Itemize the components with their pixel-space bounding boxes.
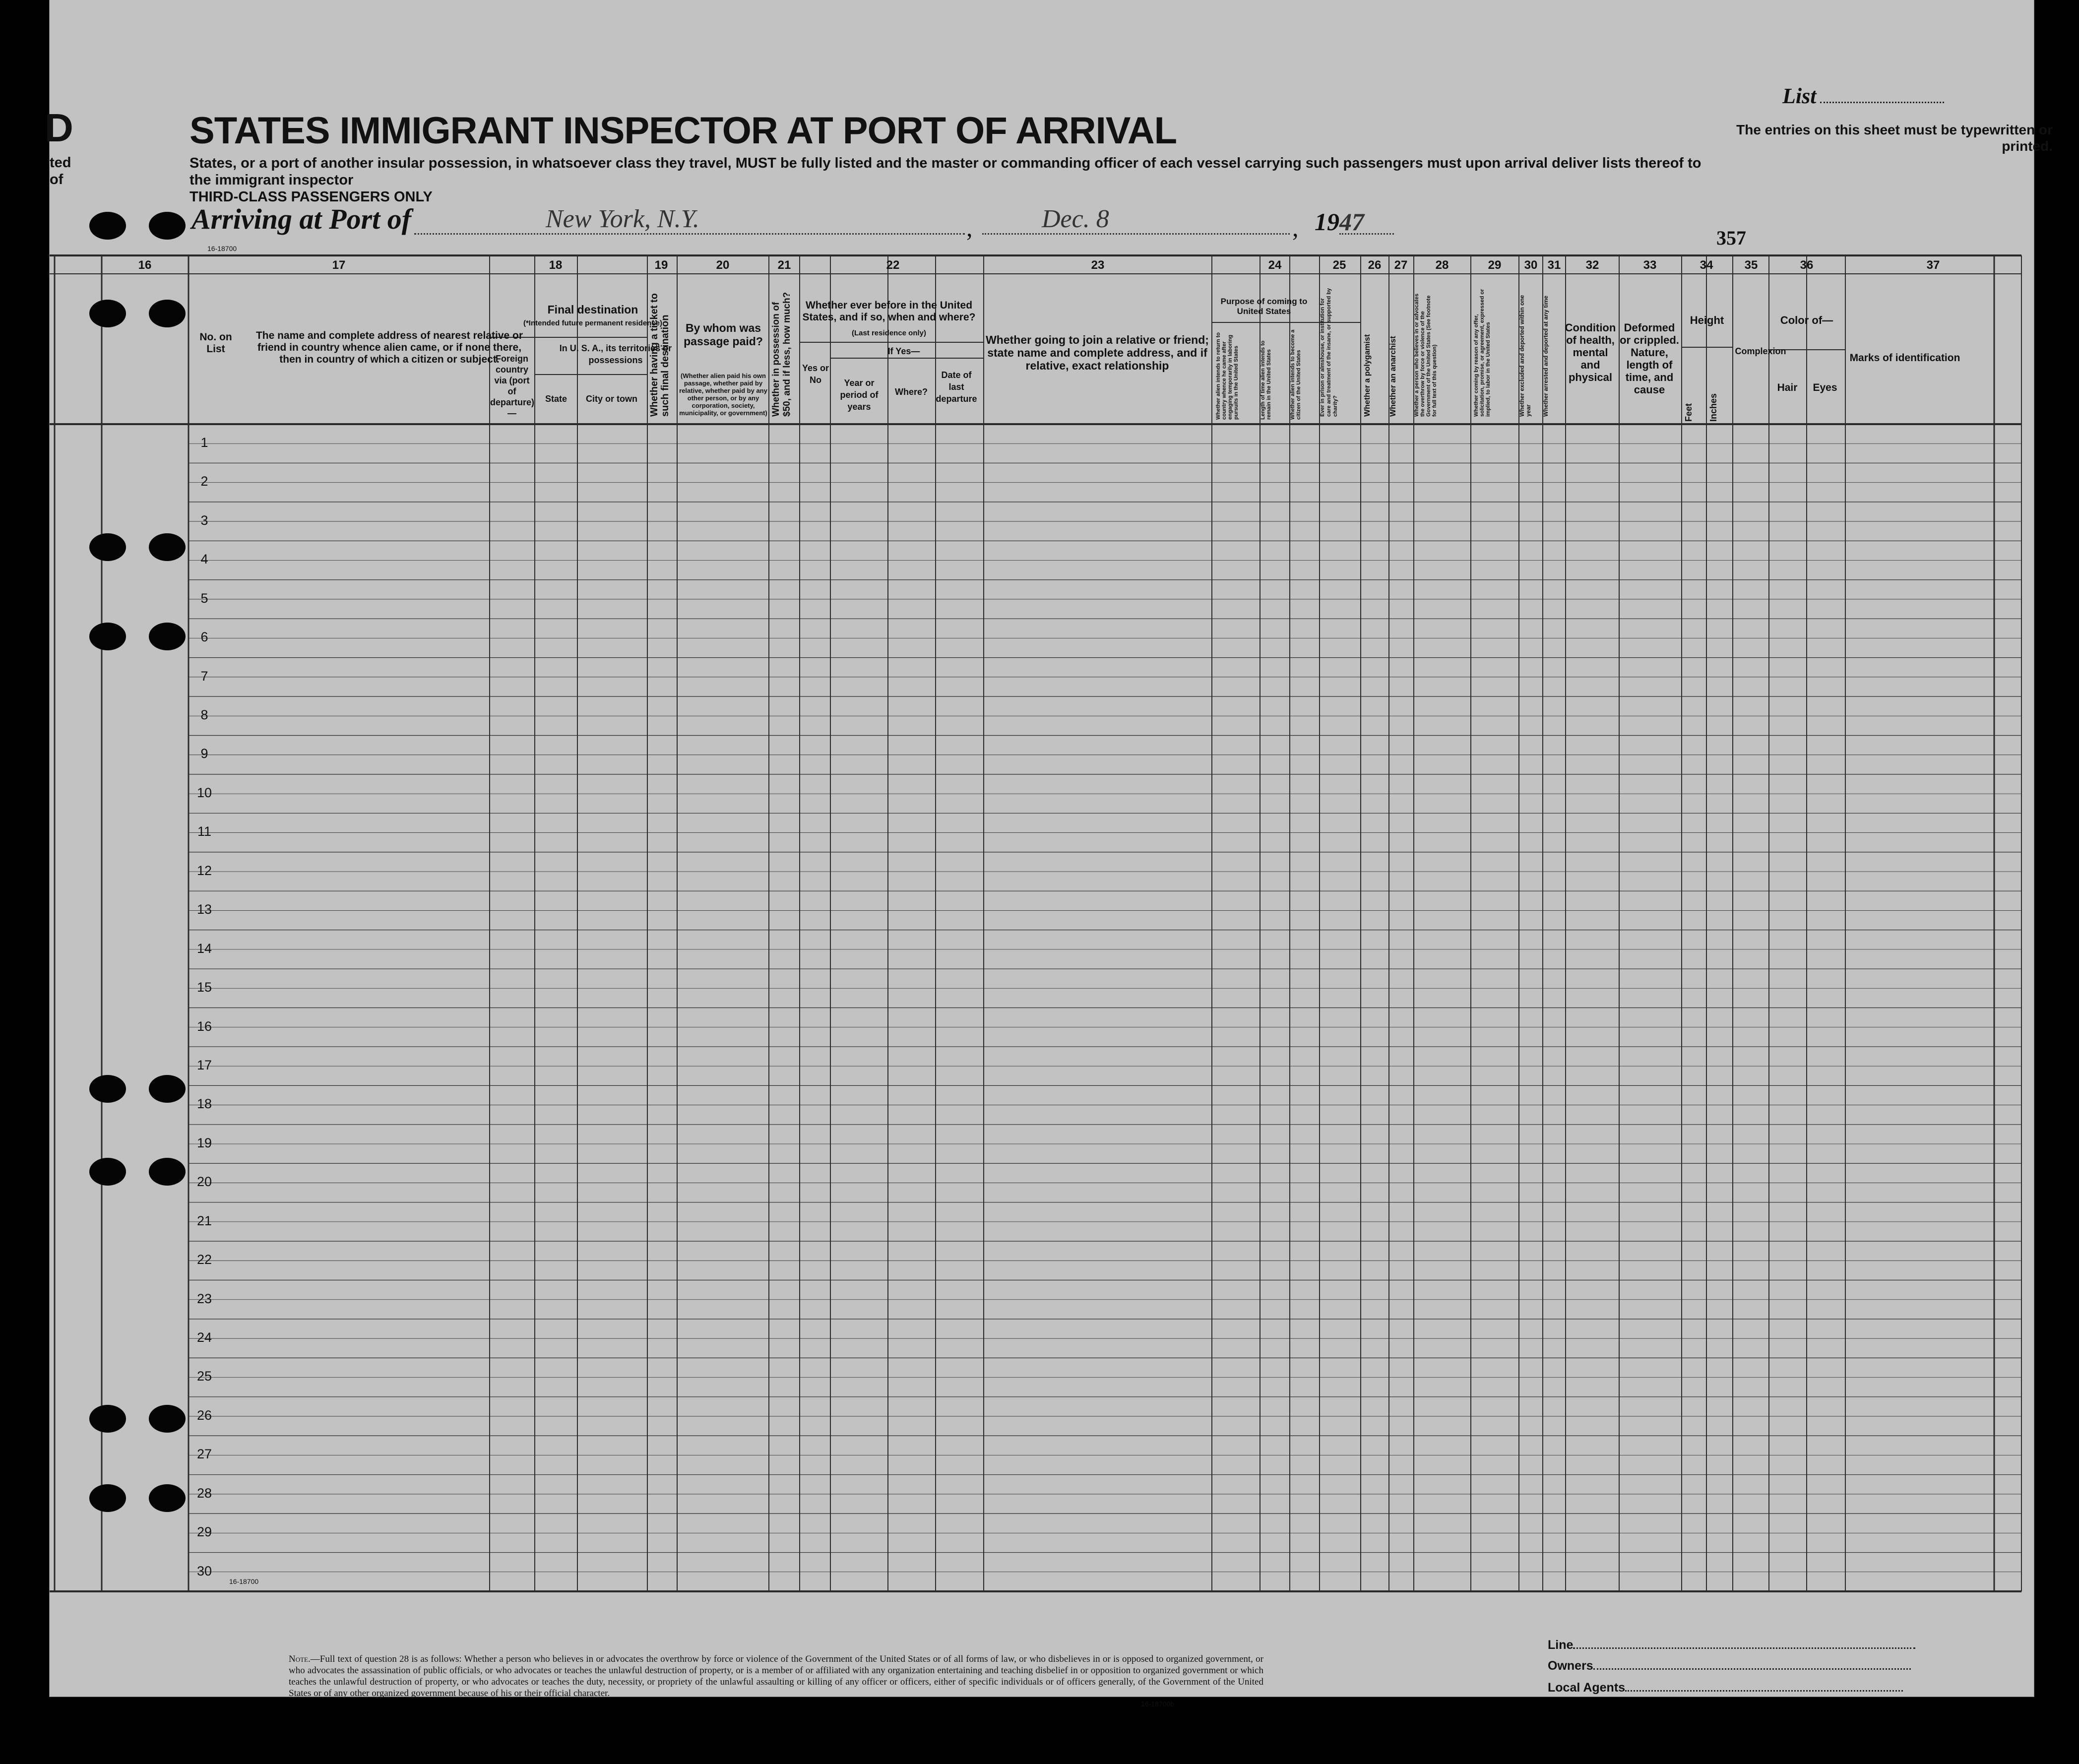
col37-header: Marks of identification xyxy=(1849,352,1960,364)
port-handwritten: New York, N.Y. xyxy=(546,205,699,233)
col18-usa: In U. S. A., its territories or possessions xyxy=(559,343,672,365)
line-label xyxy=(1548,1638,1915,1652)
col22-yesno: Yes or No xyxy=(802,363,829,385)
punch-hole xyxy=(149,1075,186,1103)
column-number: 18 xyxy=(549,258,563,272)
top-form-code: 16-18700 xyxy=(207,245,237,252)
col22-note: (Last residence only) xyxy=(851,329,927,337)
owners-label-text: Owners xyxy=(1548,1659,1593,1673)
col33-header: Deformed or crippled. Nature, length of time, and cause xyxy=(1620,321,1679,396)
col24-a: Whether alien intends to return to country whence he came after engaging temporarily in laboring pursuits in the United States xyxy=(1215,332,1239,420)
row-number: 21 xyxy=(196,1213,212,1228)
punch-hole xyxy=(149,1484,186,1512)
subtitle-line-2: THIRD-CLASS PASSENGERS ONLY xyxy=(189,189,433,205)
col28-header: Whether a person who believes in or advocates the overthrow by force or violence of the Government of the United States (See footnote for full text of this question) xyxy=(1414,293,1438,417)
column-number: 28 xyxy=(1435,258,1449,272)
col34-title: Height xyxy=(1690,314,1724,326)
col18-state: State xyxy=(545,394,567,404)
row-number: 6 xyxy=(200,630,208,645)
row-number: 23 xyxy=(196,1291,212,1306)
column-number: 35 xyxy=(1744,258,1758,272)
punch-hole xyxy=(89,623,126,650)
column-number: 37 xyxy=(1926,258,1940,272)
row-number: 14 xyxy=(196,941,212,956)
col18-city: City or town xyxy=(586,394,637,404)
row-number: 13 xyxy=(196,902,212,917)
footnote-text: —Full text of question 28 is as follows: Whether a person who believes in or advocates the overthrow by force or violence of the Government of the United States or of all forms of law, or who disbelieves in or is opposed to organized government, or who advocates the assassination of public officials, or who advocates or teaches the unlawful destruction of property, or is a member of or affiliated with any organization entertaining and teaching disbelief in or opposition to organized government or which teaches the unlawful destruction of property, or who advocates or teaches the duty, necessity, or propriety of the unlawful assaulting or killing of any officer or officers, either of specific individuals or of officers generally, of the Government of the United States or of any other organized government because of his or their official character. xyxy=(289,1654,1263,1699)
column-number: 25 xyxy=(1332,258,1346,272)
column-number: 30 xyxy=(1524,258,1538,272)
col18-title: Final destination xyxy=(547,303,638,316)
footnote xyxy=(289,1653,1263,1699)
punch-hole xyxy=(149,533,186,561)
col34-inches: Inches xyxy=(1708,393,1718,422)
left-fragment-letter: D xyxy=(45,106,73,150)
col23-header: Whether going to join a relative or friend; state name and complete address, and if relative, exact relationship xyxy=(986,333,1209,372)
col18-note: (*Intended future permanent residence) xyxy=(523,319,663,327)
subtitle-line-1: States, or a port of another insular possession, in whatsoever class they travel, MUST be fully listed and the master or commanding officer of each vessel carrying such passengers must upon arrival deliver lists thereof to the immigrant inspector xyxy=(189,155,1701,188)
col22-where: Where? xyxy=(894,387,928,397)
agents-label xyxy=(1548,1681,1903,1695)
column-number: 27 xyxy=(1394,258,1408,272)
col36-hair: Hair xyxy=(1777,382,1798,393)
bottom-form-code: 16-18700 xyxy=(229,1577,259,1585)
col31-header: Whether arrested and deported at any time xyxy=(1542,295,1549,417)
row-number: 4 xyxy=(200,552,208,567)
row-number: 25 xyxy=(196,1369,212,1384)
manifest-grid xyxy=(50,0,2034,1697)
owners-label xyxy=(1548,1659,1911,1673)
column-number: 24 xyxy=(1268,258,1282,272)
col36-title: Color of— xyxy=(1780,314,1833,326)
column-number: 32 xyxy=(1585,258,1599,272)
punch-hole xyxy=(89,300,126,327)
col27-header: Whether an anarchist xyxy=(1389,336,1397,417)
col29-header: Whether coming by reason of any offer, solicitation, promise, or agreement, expressed or implied, to labor in the United States xyxy=(1473,289,1491,417)
agents-label-text: Local Agents xyxy=(1548,1681,1626,1695)
row-number: 16 xyxy=(196,1018,212,1034)
year-printed: 19 xyxy=(1315,208,1339,236)
column-number: 26 xyxy=(1368,258,1382,272)
row-number: 29 xyxy=(196,1524,212,1540)
row-number: 15 xyxy=(196,980,212,995)
column-number: 23 xyxy=(1091,258,1105,272)
owners-field[interactable] xyxy=(1593,1668,1911,1670)
punch-hole xyxy=(89,533,126,561)
sheet-number: 357 xyxy=(1716,227,1746,249)
line-field[interactable] xyxy=(1573,1647,1915,1649)
col26-header: Whether a polygamist xyxy=(1363,334,1372,417)
column-number: 21 xyxy=(777,258,791,272)
entries-note: The entries on this sheet must be typewritten or printed. xyxy=(1736,122,2053,154)
row-number: 17 xyxy=(196,1057,212,1072)
col25-header: Ever in prison or almshouse, or institution for care and treatment of the insane, or supported by charity? xyxy=(1320,288,1338,417)
col22-ifyes: If Yes— xyxy=(887,346,920,356)
row-number: 28 xyxy=(196,1485,212,1501)
col24-c: Whether alien intends to become a citizen of the United States xyxy=(1290,329,1302,420)
column-number: 16 xyxy=(138,258,152,272)
punch-hole xyxy=(149,1158,186,1186)
punch-hole xyxy=(149,212,186,240)
column-number: 19 xyxy=(654,258,668,272)
page-title: STATES IMMIGRANT INSPECTOR AT PORT OF ARRIVAL xyxy=(189,110,1177,152)
col20-title: By whom was passage paid? xyxy=(684,321,763,348)
comma-2: , xyxy=(1292,214,1299,242)
row-number: 22 xyxy=(196,1252,212,1267)
row-number: 27 xyxy=(196,1447,212,1462)
date-handwritten: Dec. 8 xyxy=(1042,205,1109,233)
col22-title: Whether ever before in the United States, and if so, when and where? xyxy=(802,300,976,323)
row-number: 19 xyxy=(196,1135,212,1150)
column-number: 17 xyxy=(332,258,346,272)
row-number: 20 xyxy=(196,1174,212,1190)
punch-hole xyxy=(149,623,186,650)
row-number: 12 xyxy=(196,863,212,878)
row-number: 5 xyxy=(200,590,208,606)
punch-hole xyxy=(89,212,126,240)
col35-header: Complexion xyxy=(1735,346,1786,356)
column-number: 36 xyxy=(1800,258,1814,272)
punch-hole xyxy=(89,1158,126,1186)
manifest-sheet xyxy=(45,0,2053,1708)
row-number: 24 xyxy=(196,1329,212,1345)
row-number: 9 xyxy=(200,746,208,761)
punch-hole xyxy=(89,1075,126,1103)
row-number: 7 xyxy=(200,668,208,684)
col30-header: Whether excluded and deported within one year xyxy=(1518,295,1532,417)
column-number: 20 xyxy=(716,258,730,272)
column-number: 31 xyxy=(1547,258,1561,272)
punch-hole xyxy=(89,1405,126,1433)
comma-1: , xyxy=(966,214,973,242)
column-number: 22 xyxy=(886,258,900,272)
line-label-text: Line xyxy=(1548,1638,1574,1652)
row-number: 8 xyxy=(200,707,208,723)
left-fragment-1: ted xyxy=(50,155,71,171)
col22-year: Year or period of years xyxy=(840,378,879,412)
arriving-label: Arriving at Port of xyxy=(191,203,412,235)
row-number: 30 xyxy=(196,1563,212,1578)
col16-header: No. on List xyxy=(199,331,232,355)
agents-field[interactable] xyxy=(1625,1690,1903,1692)
column-number: 29 xyxy=(1488,258,1502,272)
col24-title: Purpose of coming to United States xyxy=(1220,297,1308,316)
col36-eyes: Eyes xyxy=(1813,382,1837,393)
col34-feet: Feet xyxy=(1684,403,1694,422)
row-number: 10 xyxy=(196,785,212,800)
col19-header: Whether having a ticket to such final destination xyxy=(649,293,671,417)
col32-header: Condition of health, mental and physical xyxy=(1565,321,1616,383)
punch-hole xyxy=(149,1405,186,1433)
col20-note: (Whether alien paid his own passage, whether paid by relative, whether paid by any other person, or by any corporation, society, municipality, or government) xyxy=(679,372,767,417)
year-handwritten: 47 xyxy=(1339,208,1364,236)
row-number: 26 xyxy=(196,1407,212,1423)
col24-b: Length of time alien intends to remain in the United States xyxy=(1260,340,1272,420)
footer-form-code: 16-18700b xyxy=(1141,1700,1174,1708)
col21-header: Whether in possession of $50, and if less, how much? xyxy=(771,292,792,417)
column-number: 34 xyxy=(1700,258,1713,272)
footnote-label: Note. xyxy=(289,1654,311,1664)
punch-hole xyxy=(89,1484,126,1512)
left-fragment-2: of xyxy=(50,172,63,188)
col18-foreign: Foreign country via (port of departure)— xyxy=(490,354,535,418)
row-number: 2 xyxy=(200,474,208,489)
col22-date: Date of last departure xyxy=(936,370,977,404)
row-number: 11 xyxy=(197,824,212,839)
col17-header: The name and complete address of nearest relative or friend in country whence alien came, or if none there, then in country of which a citizen or subject. xyxy=(255,330,523,365)
column-number: 33 xyxy=(1643,258,1657,272)
row-number: 18 xyxy=(196,1096,212,1112)
row-number: 3 xyxy=(200,512,208,528)
punch-hole xyxy=(149,300,186,327)
list-label-text: List xyxy=(1782,84,1817,108)
row-number: 1 xyxy=(200,435,208,450)
